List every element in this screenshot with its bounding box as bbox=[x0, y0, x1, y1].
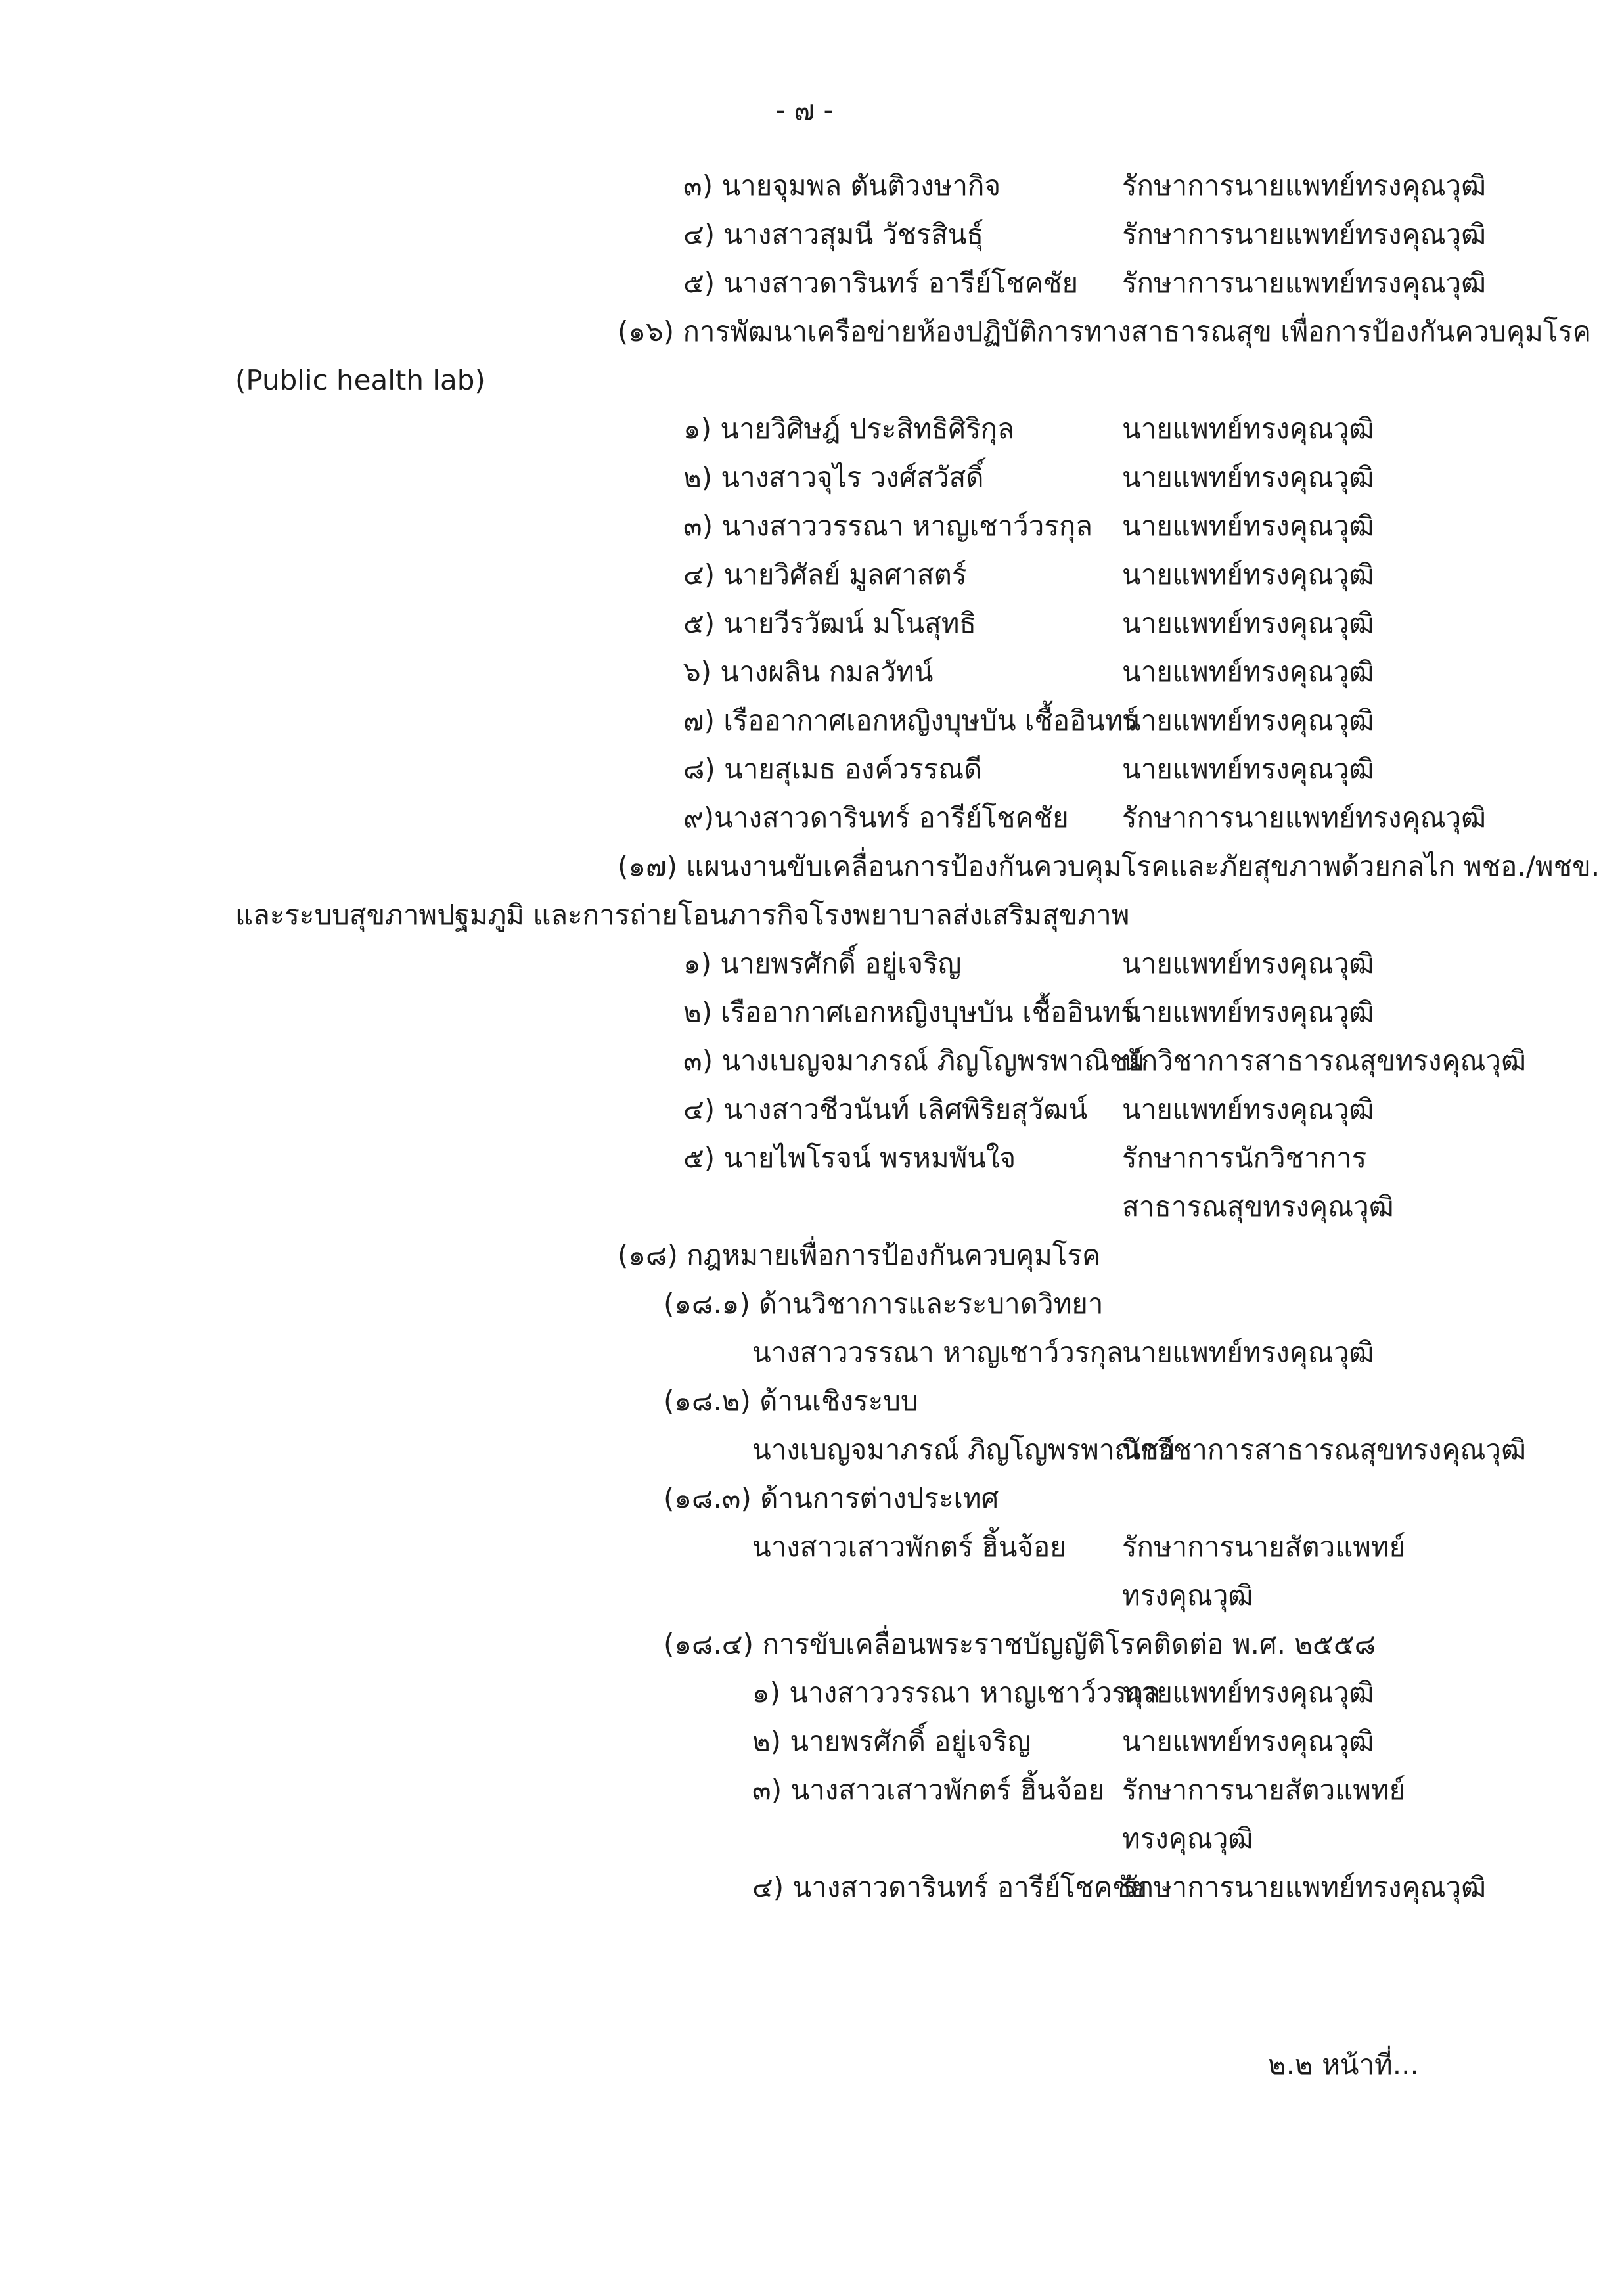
list-item-name: นางสาววรรณา หาญเชาว์วรกุล bbox=[752, 1336, 1123, 1368]
list-item-role: รักษาการนายสัตวแพทย์ bbox=[1122, 1531, 1406, 1563]
list-item-role: รักษาการนายแพทย์ทรงคุณวุฒิ bbox=[1122, 1871, 1487, 1903]
section-17-heading-cont: และระบบสุขภาพปฐมภูมิ และการถ่ายโอนภารกิจโรงพยาบาลส่งเสริมสุขภาพ bbox=[235, 899, 1130, 931]
list-item-role: นายแพทย์ทรงคุณวุฒิ bbox=[1122, 607, 1374, 639]
footer-continuation: ๒.๒ หน้าที่... bbox=[1268, 2048, 1419, 2081]
list-item-name: ๔) นางสาวสุมนี วัชรสินธุ์ bbox=[683, 218, 984, 250]
list-item-name: ๙)นางสาวดารินทร์ อารีย์โชคชัย bbox=[683, 801, 1069, 834]
list-item-role: นายแพทย์ทรงคุณวุฒิ bbox=[1122, 753, 1374, 785]
list-item-role: นายแพทย์ทรงคุณวุฒิ bbox=[1122, 1725, 1374, 1757]
list-item-role: รักษาการนายแพทย์ทรงคุณวุฒิ bbox=[1122, 169, 1487, 202]
list-item-name: ๒) นายพรศักดิ์ อยู่เจริญ bbox=[752, 1725, 1031, 1757]
section-16-heading-cont: (Public health lab) bbox=[235, 364, 485, 396]
list-item-role: นักวิชาการสาธารณสุขทรงคุณวุฒิ bbox=[1122, 1045, 1527, 1077]
subsection-18-1-heading: (๑๘.๑) ด้านวิชาการและระบาดวิทยา bbox=[664, 1288, 1104, 1320]
list-item-role: รักษาการนายแพทย์ทรงคุณวุฒิ bbox=[1122, 801, 1487, 834]
page-number: - ๗ - bbox=[775, 94, 834, 126]
list-item-role: รักษาการนายแพทย์ทรงคุณวุฒิ bbox=[1122, 267, 1487, 299]
list-item-name: นางเบญจมาภรณ์ ภิญโญพรพาณิชย์ bbox=[752, 1433, 1175, 1466]
list-item-name: ๓) นางสาววรรณา หาญเชาว์วรกุล bbox=[683, 510, 1093, 542]
list-item-role: นายแพทย์ทรงคุณวุฒิ bbox=[1122, 413, 1374, 445]
list-item-name: ๓) นางสาวเสาวพักตร์ ฮิ้นจ้อย bbox=[752, 1774, 1105, 1806]
section-16-heading: (๑๖) การพัฒนาเครือข่ายห้องปฏิบัติการทางสาธารณสุข เพื่อการป้องกันควบคุมโรค bbox=[618, 315, 1591, 348]
section-17-heading: (๑๗) แผนงานขับเคลื่อนการป้องกันควบคุมโรคและภัยสุขภาพด้วยกลไก พชอ./พชข. bbox=[618, 850, 1600, 882]
list-item-name: ๑) นายวิศิษฎ์ ประสิทธิศิริกุล bbox=[683, 413, 1014, 445]
list-item-name: ๓) นายจุมพล ตันติวงษากิจ bbox=[683, 169, 1001, 202]
list-item-role: นายแพทย์ทรงคุณวุฒิ bbox=[1122, 1677, 1374, 1709]
list-item-role: นายแพทย์ทรงคุณวุฒิ bbox=[1122, 1336, 1374, 1368]
subsection-18-3-heading: (๑๘.๓) ด้านการต่างประเทศ bbox=[664, 1482, 999, 1514]
list-item-role: นายแพทย์ทรงคุณวุฒิ bbox=[1122, 510, 1374, 542]
list-item-role-cont: ทรงคุณวุฒิ bbox=[1122, 1579, 1253, 1611]
list-item-name: ๕) นางสาวดารินทร์ อารีย์โชคชัย bbox=[683, 267, 1079, 299]
list-item-role: นายแพทย์ทรงคุณวุฒิ bbox=[1122, 558, 1374, 591]
list-item-role: รักษาการนายแพทย์ทรงคุณวุฒิ bbox=[1122, 218, 1487, 250]
list-item-name: ๕) นายวีรวัฒน์ มโนสุทธิ bbox=[683, 607, 977, 639]
list-item-role-cont: สาธารณสุขทรงคุณวุฒิ bbox=[1122, 1190, 1394, 1223]
list-item-role: นายแพทย์ทรงคุณวุฒิ bbox=[1122, 704, 1374, 736]
list-item-role-cont: ทรงคุณวุฒิ bbox=[1122, 1822, 1253, 1855]
section-18-heading: (๑๘) กฎหมายเพื่อการป้องกันควบคุมโรค bbox=[618, 1239, 1101, 1271]
list-item-name: ๘) นายสุเมธ องค์วรรณดี bbox=[683, 753, 982, 785]
list-item-name: ๓) นางเบญจมาภรณ์ ภิญโญพรพาณิชย์ bbox=[683, 1045, 1144, 1077]
list-item-role: นายแพทย์ทรงคุณวุฒิ bbox=[1122, 947, 1374, 979]
list-item-role: นักวิชาการสาธารณสุขทรงคุณวุฒิ bbox=[1122, 1433, 1527, 1466]
list-item-role: รักษาการนักวิชาการ bbox=[1122, 1142, 1367, 1174]
list-item-role: นายแพทย์ทรงคุณวุฒิ bbox=[1122, 656, 1374, 688]
list-item-name: ๒) เรืออากาศเอกหญิงบุษบัน เชื้ออินทร์ bbox=[683, 996, 1136, 1028]
list-item-name: นางสาวเสาวพักตร์ ฮิ้นจ้อย bbox=[752, 1531, 1066, 1563]
list-item-name: ๔) นางสาวดารินทร์ อารีย์โชคชัย bbox=[752, 1871, 1148, 1903]
subsection-18-4-heading: (๑๘.๔) การขับเคลื่อนพระราชบัญญัติโรคติดต่อ พ.ศ. ๒๕๕๘ bbox=[664, 1628, 1376, 1660]
list-item-name: ๔) นายวิศัลย์ มูลศาสตร์ bbox=[683, 558, 967, 591]
list-item-role: นายแพทย์ทรงคุณวุฒิ bbox=[1122, 996, 1374, 1028]
list-item-name: ๗) เรืออากาศเอกหญิงบุษบัน เชื้ออินทร์ bbox=[683, 704, 1138, 736]
list-item-name: ๖) นางผลิน กมลวัทน์ bbox=[683, 656, 934, 688]
list-item-name: ๑) นายพรศักดิ์ อยู่เจริญ bbox=[683, 947, 962, 979]
subsection-18-2-heading: (๑๘.๒) ด้านเชิงระบบ bbox=[664, 1385, 918, 1417]
list-item-role: นายแพทย์ทรงคุณวุฒิ bbox=[1122, 461, 1374, 493]
list-item-name: ๕) นายไพโรจน์ พรหมพันใจ bbox=[683, 1142, 1016, 1174]
list-item-name: ๔) นางสาวชีวนันท์ เลิศพิริยสุวัฒน์ bbox=[683, 1093, 1088, 1125]
list-item-name: ๒) นางสาวจุไร วงศ์สวัสดิ์ bbox=[683, 461, 984, 493]
list-item-role: นายแพทย์ทรงคุณวุฒิ bbox=[1122, 1093, 1374, 1125]
list-item-name: ๑) นางสาววรรณา หาญเชาว์วรกุล bbox=[752, 1677, 1160, 1709]
list-item-role: รักษาการนายสัตวแพทย์ bbox=[1122, 1774, 1406, 1806]
